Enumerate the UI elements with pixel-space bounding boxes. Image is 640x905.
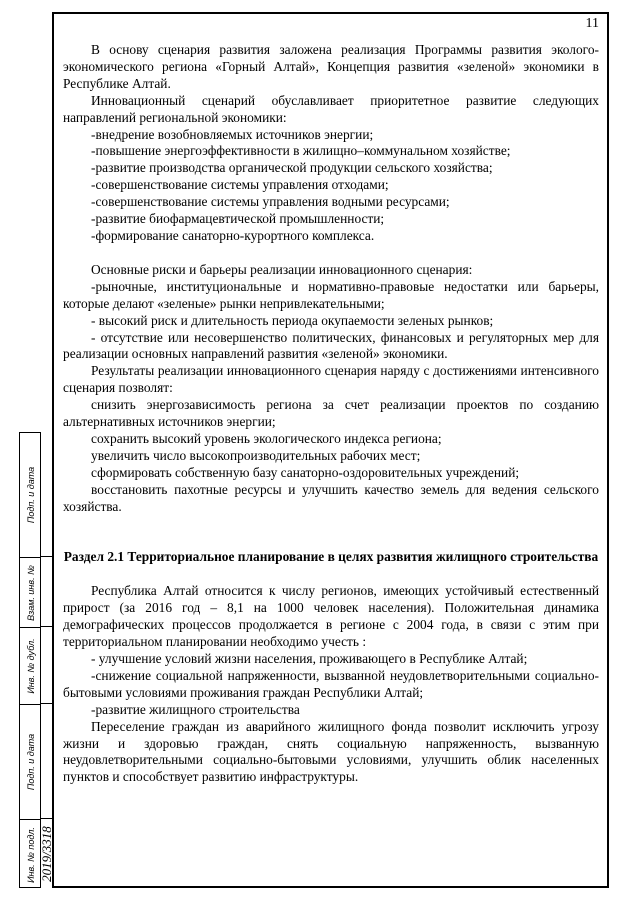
paragraph: Переселение граждан из аварийного жилищного фонда позволит исключить угрозу жизни и здоровью граждан, снять социальную напряженность, вызванную неудовлетворительными социально-бытовыми условиями, улучшить облик населенных пунктов и способствует развитию инфраструктуры. [63, 718, 599, 785]
stamp-cell [20, 705, 41, 820]
list-item: - улучшение условий жизни населения, проживающего в Республике Алтай; [91, 651, 528, 666]
list-item: -совершенствование системы управления водными ресурсами; [91, 194, 450, 210]
document-body [63, 42, 599, 786]
stamp-label: Инв. № подл. [25, 826, 36, 883]
list-item: снизить энергозависимость региона за счет реализации проектов по созданию альтернативных источников энергии; [63, 397, 599, 430]
stamp-label: Подп. и дата [25, 733, 36, 791]
list-item: сохранить высокий уровень экологического индекса региона; [91, 430, 442, 446]
stamp-cell [20, 558, 41, 628]
list-item: сформировать собственную базу санаторно-оздоровительных учреждений; [91, 464, 520, 480]
paragraph: Инновационный сценарий обуславливает приоритетное развитие следующих направлений региональной экономики: [63, 92, 599, 125]
list-item: -повышение энергоэффективности в жилищно–коммунальном хозяйстве; [91, 143, 511, 159]
page-number: 11 [585, 16, 599, 31]
section-heading: Раздел 2.1 Территориальное планирование в целях развития жилищного строительства [63, 549, 599, 565]
stamp-cell [20, 628, 41, 705]
stamp-label: Взам. инв. № [25, 564, 36, 621]
list-item: -снижение социальной напряженности, вызванной неудовлетворительными социально-бытовыми условиями проживания граждан Республики Алтай; [63, 667, 599, 700]
paragraph: В основу сценария развития заложена реализация Программы развития эколого-экономического региона «Горный Алтай», Концепция развития «зеленой» экономики в Республике Алтай. [63, 42, 599, 91]
list-item: увеличить число высокопроизводительных рабочих мест; [91, 447, 421, 463]
page-frame [52, 12, 609, 888]
list-item: восстановить пахотные ресурсы и улучшить качество земель для ведения сельского хозяйства. [63, 481, 599, 514]
stamp-label: Подп. и дата [25, 466, 36, 524]
stamp-cell [20, 433, 41, 558]
list-item: - высокий риск и длительность периода окупаемости зеленых рынков; [91, 312, 494, 328]
side-stamp-labels [19, 432, 41, 888]
paragraph: Республика Алтай относится к числу регионов, имеющих устойчивый естественный прирост (за 2016 год – 8,1 на 1000 человек населения). Положительная динамика демографических процессов продолжается в регионе с 2004 года, в связи с этим при территориальном планировании необходимо учесть : [63, 583, 599, 650]
paragraph: Результаты реализации инновационного сценария наряду с достижениями интенсивного сценария позволят: [63, 363, 599, 396]
list-item: -рыночные, институциональные и нормативно-правовые недостатки или барьеры, которые делают «зеленые» рынки непривлекательными; [63, 278, 599, 311]
list-item: -формирование санаторно-курортного комплекса. [91, 227, 375, 243]
stamp-cell [20, 820, 41, 889]
side-stamp-values [40, 432, 52, 888]
list-item: -совершенствование системы управления отходами; [91, 177, 389, 193]
list-item: -развитие биофармацевтической промышленности; [91, 211, 385, 227]
list-item: -внедрение возобновляемых источников энергии; [91, 126, 374, 142]
list-item: -развитие жилищного строительства [91, 701, 300, 717]
stamp-label: Инв. № дубл. [25, 638, 36, 694]
inventory-number: 2019/3318 [39, 825, 54, 882]
list-item: - отсутствие или несовершенство политических, финансовых и регуляторных мер для реализации основных направлений развития «зеленой» экономики. [63, 329, 599, 362]
paragraph: Основные риски и барьеры реализации инновационного сценария: [91, 261, 473, 277]
list-item: -развитие производства органической продукции сельского хозяйства; [91, 160, 493, 176]
